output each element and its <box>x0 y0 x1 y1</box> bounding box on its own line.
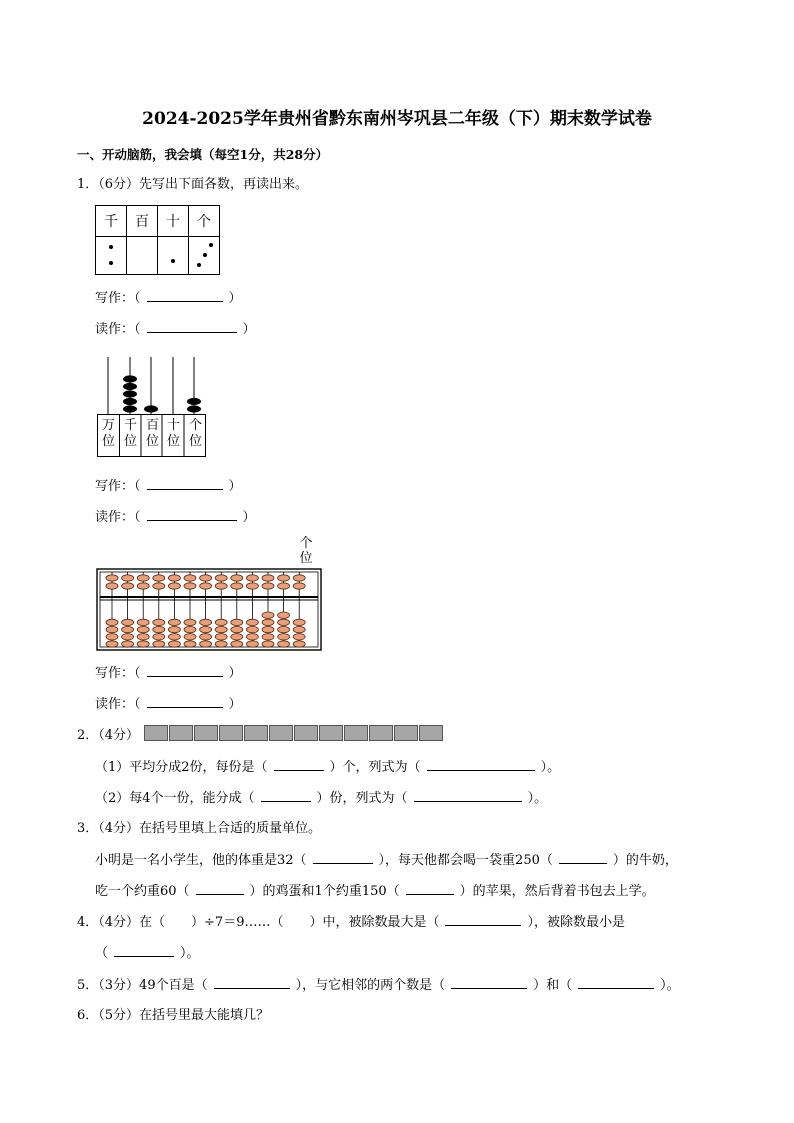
bead <box>137 619 149 625</box>
text: ）。 <box>527 791 548 806</box>
bead <box>262 619 274 625</box>
text: ），被除数最小是 <box>527 915 625 930</box>
dot <box>209 243 213 247</box>
section-heading: 一、开动脑筋，我会填（每空1分，共28分） <box>77 147 329 162</box>
answer-blank[interactable] <box>147 508 237 521</box>
bead <box>278 634 290 640</box>
gray-square <box>394 725 418 741</box>
gray-square <box>169 725 193 741</box>
write-label: 写作：（ <box>95 666 141 681</box>
bead <box>200 626 212 632</box>
header-thousands: 千 <box>96 206 127 237</box>
bead <box>231 634 243 640</box>
write-line-1 <box>95 289 242 308</box>
bead <box>231 619 243 625</box>
bead <box>137 583 149 589</box>
answer-blank[interactable] <box>147 695 223 708</box>
header-ones: 个 <box>189 206 220 237</box>
question-6-stem: 6．（5分）在括号里最大能填几？ <box>77 1008 270 1023</box>
dot <box>109 245 113 249</box>
label-ge: 个位 <box>188 418 202 449</box>
bead <box>123 390 137 397</box>
answer-blank[interactable] <box>147 320 237 333</box>
bead <box>231 583 243 589</box>
bead <box>153 583 165 589</box>
bead <box>106 626 118 632</box>
question-4-line-1 <box>77 913 625 932</box>
text: ）。 <box>180 946 200 961</box>
answer-blank[interactable] <box>147 664 223 677</box>
read-line-3 <box>95 695 242 714</box>
answer-blank[interactable] <box>451 976 527 989</box>
dot <box>197 263 201 267</box>
bead <box>215 634 227 640</box>
write-line-2 <box>95 477 242 496</box>
bead <box>153 626 165 632</box>
text: ），与它相邻的两个数是（ <box>295 978 446 993</box>
text: 4．（4分）在（ ）÷7＝9……（ ）中，被除数最大是（ <box>77 915 440 930</box>
question-2-part-1 <box>95 758 560 777</box>
close-paren: ） <box>228 666 242 681</box>
place-value-table <box>95 205 220 275</box>
bead <box>200 583 212 589</box>
cell-tens <box>158 237 189 275</box>
question-2-stem: 2．（4分） <box>77 728 140 743</box>
bead <box>137 641 149 647</box>
close-paren: ） <box>228 291 242 306</box>
read-line-2 <box>95 508 256 527</box>
gray-square <box>244 725 268 741</box>
question-5-line <box>77 976 680 995</box>
label-qian: 千位 <box>123 418 137 449</box>
suanpan-abacus <box>96 568 322 652</box>
bead <box>123 383 137 390</box>
bead <box>246 583 258 589</box>
bead <box>144 405 158 412</box>
bead <box>137 634 149 640</box>
bead <box>168 583 180 589</box>
answer-blank[interactable] <box>559 851 607 864</box>
bead <box>153 575 165 581</box>
header-tens: 十 <box>158 206 189 237</box>
cell-hundreds <box>127 237 158 275</box>
answer-blank[interactable] <box>313 851 373 864</box>
page-title: 2024-2025学年贵州省黔东南州岑巩县二年级（下）期末数学试卷 <box>142 109 652 129</box>
read-label: 读作：（ <box>95 510 141 525</box>
bead <box>106 619 118 625</box>
text: ）的牛奶， <box>612 853 678 868</box>
cell-ones <box>189 237 220 275</box>
bead <box>123 398 137 405</box>
close-paren: ） <box>242 510 256 525</box>
dot <box>203 253 207 257</box>
write-label: 写作：（ <box>95 291 141 306</box>
answer-blank[interactable] <box>214 976 290 989</box>
label-shi: 十位 <box>166 418 180 449</box>
gray-square <box>144 725 168 741</box>
bead <box>168 575 180 581</box>
dot <box>171 259 175 263</box>
bead <box>153 641 165 647</box>
bead <box>168 626 180 632</box>
bead <box>246 641 258 647</box>
bead <box>184 583 196 589</box>
bead <box>122 641 134 647</box>
bead <box>187 398 201 405</box>
text: （2）每4个一份，能分成（ <box>95 791 255 806</box>
bead <box>184 634 196 640</box>
question-3-stem: 3．（4分）在括号里填上合适的质量单位。 <box>77 821 322 836</box>
bead <box>200 619 212 625</box>
answer-blank[interactable] <box>578 976 654 989</box>
bead <box>246 626 258 632</box>
gray-square <box>369 725 393 741</box>
bead <box>262 634 274 640</box>
question-4-line-2 <box>95 944 200 963</box>
bead <box>215 641 227 647</box>
answer-blank[interactable] <box>406 882 454 895</box>
dot <box>109 261 113 265</box>
bead <box>262 641 274 647</box>
read-line-1 <box>95 320 256 339</box>
bead <box>122 619 134 625</box>
close-paren: ） <box>242 322 256 337</box>
bead <box>184 641 196 647</box>
bead <box>278 619 290 625</box>
bead <box>262 626 274 632</box>
bead <box>231 641 243 647</box>
gray-square-strip <box>144 725 443 741</box>
bead <box>122 634 134 640</box>
gray-square <box>419 725 443 741</box>
answer-blank[interactable] <box>261 789 311 802</box>
bead <box>231 626 243 632</box>
bead <box>106 641 118 647</box>
header-hundreds: 百 <box>127 206 158 237</box>
answer-blank[interactable] <box>445 913 521 926</box>
text: ）。 <box>540 760 561 775</box>
text: ）的苹果，然后背着书包去上学。 <box>459 884 655 899</box>
bead <box>246 575 258 581</box>
bead <box>215 583 227 589</box>
text: （1）平均分成2份，每份是（ <box>95 760 268 775</box>
bead <box>215 626 227 632</box>
bead <box>184 626 196 632</box>
write-line-3 <box>95 664 242 683</box>
bead <box>137 626 149 632</box>
bead <box>187 405 201 412</box>
bead <box>122 626 134 632</box>
answer-blank[interactable] <box>427 758 535 771</box>
bead <box>106 583 118 589</box>
bead <box>184 619 196 625</box>
gray-square <box>269 725 293 741</box>
bead <box>123 405 137 412</box>
gray-square <box>219 725 243 741</box>
cell-thousands <box>96 237 127 275</box>
bead <box>137 575 149 581</box>
bead <box>231 575 243 581</box>
gray-square <box>319 725 343 741</box>
label-wan: 万位 <box>101 418 115 449</box>
answer-blank[interactable] <box>196 882 244 895</box>
bead <box>278 612 290 618</box>
answer-blank[interactable] <box>274 758 324 771</box>
answer-blank[interactable] <box>147 289 223 302</box>
label-bai: 百位 <box>145 418 159 449</box>
bead <box>184 575 196 581</box>
text: ）份，列式为（ <box>316 791 408 806</box>
text: ）。 <box>660 978 680 993</box>
text: ），每天他都会喝一袋重250（ <box>378 853 553 868</box>
question-1-stem: 1．（6分）先写出下面各数，再读出来。 <box>77 177 309 192</box>
gray-square <box>294 725 318 741</box>
text: ）个，列式为（ <box>329 760 421 775</box>
bead <box>106 575 118 581</box>
text: ）和（ <box>533 978 573 993</box>
answer-blank[interactable] <box>114 944 174 957</box>
text: 小明是一名小学生，他的体重是32（ <box>95 853 307 868</box>
bead <box>293 634 305 640</box>
bead <box>293 619 305 625</box>
bead <box>262 575 274 581</box>
bead <box>215 575 227 581</box>
bead <box>153 634 165 640</box>
bead <box>153 619 165 625</box>
bead <box>106 634 118 640</box>
suanpan-ones-label: 个位 <box>299 536 313 566</box>
close-paren: ） <box>228 697 242 712</box>
read-label: 读作：（ <box>95 697 141 712</box>
bead <box>262 583 274 589</box>
text: ）的鸡蛋和1个约重150（ <box>249 884 400 899</box>
read-label: 读作：（ <box>95 322 141 337</box>
question-3-line-1 <box>95 851 678 870</box>
bead <box>278 641 290 647</box>
bead <box>278 575 290 581</box>
bead <box>200 634 212 640</box>
text: （ <box>95 946 109 961</box>
bead <box>122 583 134 589</box>
answer-blank[interactable] <box>147 477 223 490</box>
bead <box>215 619 227 625</box>
answer-blank[interactable] <box>414 789 522 802</box>
bead <box>168 634 180 640</box>
question-2-part-2 <box>95 789 547 808</box>
bead <box>293 575 305 581</box>
close-paren: ） <box>228 479 242 494</box>
bead <box>200 641 212 647</box>
gray-square <box>344 725 368 741</box>
bead <box>293 626 305 632</box>
bead <box>262 612 274 618</box>
gray-square <box>194 725 218 741</box>
bead <box>246 634 258 640</box>
bead <box>293 641 305 647</box>
bead <box>168 641 180 647</box>
write-label: 写作：（ <box>95 479 141 494</box>
bead <box>200 575 212 581</box>
text: 5．（3分）49个百是（ <box>77 978 208 993</box>
question-3-line-2 <box>95 882 655 901</box>
bead <box>123 375 137 382</box>
bead <box>293 583 305 589</box>
bead <box>122 575 134 581</box>
bead <box>246 619 258 625</box>
bead <box>278 626 290 632</box>
bead <box>278 583 290 589</box>
text: 吃一个约重60（ <box>95 884 190 899</box>
bead <box>168 619 180 625</box>
